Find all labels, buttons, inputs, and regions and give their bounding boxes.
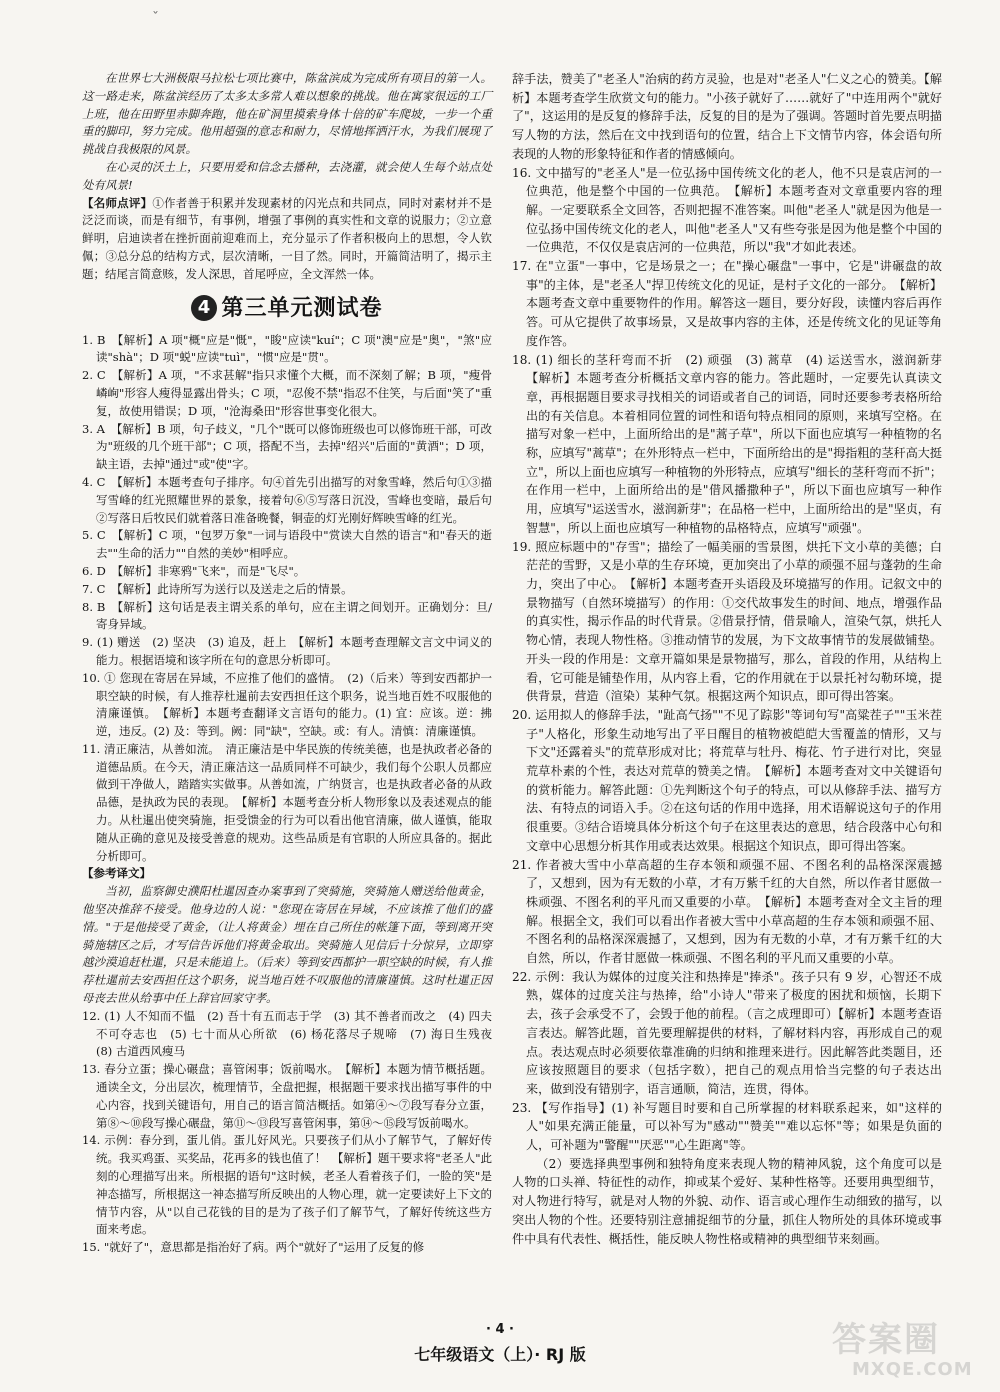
right-column bbox=[512, 70, 955, 1248]
answer-continuation: 辞手法，赞美了"老圣人"治病的药方灵验，也是对"老圣人"仁义之心的赞美。【解析】本题考查学生欣赏文句的能力。"小孩子就好了……就好了"中连用两个"就好了"，这运用的是反复的修辞手法，反复的目的是为了强调。答题时首先要点明描写人物的方法，然后在文中找到语句的位置，结合上下文情节内容，体会语句所表现的人物的形象特征和作者的情感倾向。 bbox=[512, 72, 942, 161]
answer-item: 19. 照应标题中的"存雪"；描绘了一幅美丽的雪景图，烘托下文小草的美德；白茫茫的雪野，又是小草的生存环境，更加突出了小草的顽强不屈与蓬勃的生命力，突出了中心。 【解析】本题考查开头语段及环境描写的作用。记叙文中的景物描写（自然环境描写）的作用：①交代故事发生的时间、地点，增强作品的真实性，揭示作品的时代背景。②借景抒情，借景喻人，渲染气氛，烘托人物心情，表现人物性格。③推动情节的发展，为下文故事情节的发展做铺垫。开头一段的作用是：文章开篇如果是景物描写，那么，首段的作用，从结构上看，它可能是铺垫作用，从内容上看，它的作用就在于以景托衬勾勒环境，提供背景，营造（渲染）某种气氛。根据这两个知识点，即可得出答案。 bbox=[512, 539, 942, 704]
answer-item: 21. 作者被大雪中小草高超的生存本领和顽强不屈、不图名利的品格深深震撼了，又想到，因为有无数的小草，才有万紫千红的大自然，所以作者甘愿做一株顽强、不图名利的平凡而又重要的小草。 【解析】本题考查对全文主旨的理解。根据全文，我们可以看出作者被大雪中小草高超的生存本领和顽强不屈、不图名利的品格深深震撼了，又想到，因为有无数的小草，才有万紫千红的大自然，所以，作者甘愿做一株顽强、不图名利的平凡而又重要的小草。 bbox=[512, 857, 942, 966]
answer-item: 15. "就好了"，意思都是指治好了病。两个"就好了"运用了反复的修 bbox=[82, 1240, 425, 1255]
section-title-text: 第三单元测试卷 bbox=[221, 295, 383, 321]
book-title: 七年级语文（上）· RJ 版 bbox=[414, 1345, 586, 1364]
section-number-badge: 4 bbox=[191, 295, 217, 321]
answer-item: 23. 【写作指导】(1) 补写题目时要和自己所掌握的材料联系起来，如"这样的人"如果充满正能量，可以补写为"感动""赞美""难以忘怀"等；如果是负面的人，可补题为"警醒""厌恶""心生距离"等。 bbox=[512, 1100, 942, 1153]
reference-translation-body: 当初，监察御史濮阳杜暹因查办案事到了突骑施，突骑施人赠送给他黄金，他坚决推辞不接受。他身边的人说："您现在寄居在异域，不应该推了他们的盛情。"于是他接受了黄金，（让人将黄金）埋在自己所住的帐篷下面，等到离开突骑施辖区之后，才写信告诉他们将黄金取出。突骑施人见信后十分惊异，立即穿越沙漠追赶杜暹，只是未能追上。（后来）等到安西都护一职空缺的时候，有人推荐杜暹前去安西担任这个职务，说当地百姓不叹服他的清廉谨慎。这时杜暹正因母丧去世从给事中任上辞官回家守孝。 bbox=[82, 884, 492, 1006]
answer-item: 9. (1) 赠送 (2) 坚决 (3) 追及，赶上 【解析】本题考查理解文言文中词义的能力。根据语境和该字所在句的意思分析即可。 bbox=[82, 635, 492, 667]
watermark-text: 答案圈 bbox=[832, 1320, 940, 1360]
answer-item: 2. C 【解析】A 项，"不求甚解"指只求懂个大概，而不深刻了解；B 项，"瘦骨嶙峋"形容人瘦得显露出骨头；C 项，"忍俊不禁"指忍不住笑，与后面"笑了"重复，故使用错误；D 项，"沧海桑田"形容世事变化很大。 bbox=[82, 368, 492, 418]
answer-item: 5. C 【解析】C 项，"包罗万象"一词与语段中"赏读大自然的语言"和"春天的逝去""生命的活力""自然的美妙"相呼应。 bbox=[82, 528, 492, 561]
answer-item: 4. C 【解析】本题考查句子排序。句④首先引出描写的对象雪峰，然后句①③描写雪峰的红光照耀世界的景象，接着句⑥⑤写落日沉没，雪峰也变暗，最后句②写落日后牧民们就着落日准备晚餐，铜壶的灯光刚好辉映雪峰的红光。 bbox=[82, 474, 492, 525]
answer-item: 14. 示例：春分到，蛋儿俏。蛋儿好风光。只要孩子们从小了解节气，了解好传统。我买鸡蛋、买奖品，花再多的钱也值了！ 【解析】题干要求将"老圣人"此刻的心理描写出来。所根据的语句"这时候，老圣人看着孩子们，一脸的笑"是神态描写，所根据这一神态描写所反映出的人物心理，就一定要读好上下文的情节内容，从"以自己花钱的目的是为了孩子们了解节气，了解好传统这些方面来考虑。 bbox=[82, 1133, 492, 1237]
answer-item: 17. 在"立蛋"一事中，它是场景之一；在"操心碾盘"一事中，它是"讲碾盘的故事"的主体，是"老圣人"捍卫传统文化的见证，是村子文化的一部分。 【解析】本题考查文章中重要物件的作用。解答这一题目，要分好段，读懂内容后再作答。可从它提供了故事场景，又是故事内容的主体，还是传统文化的见证等角度作答。 bbox=[512, 259, 942, 348]
answer-item: 6. D 【解析】非寒鸦"飞来"，而是"飞尽"。 bbox=[82, 563, 306, 578]
answer-item: 20. 运用拟人的修辞手法，"趾高气扬""不见了踪影"等词句写"高粱茬子""玉米茬子"人格化，形象生动地写出了平日醒目的植物被皑皑大雪覆盖的情形，又与下文"还露着头"的荒草形成对比；将荒草与牡丹、梅花、竹子进行对比，突显荒草朴素的个性，表达对荒草的赞美之情。 【解析】本题考查对文中关键语句的赏析能力。解答此题：①先判断这个句子的特点，可以从修辞手法、描写方法、有特点的词语入手。②在这句话的作用中选择，用术语解说这句子的作用很重要。③结合语境具体分析这个句子在这里表达的意思，结合段落中心句和文章中心思想分析其作用或表达效果。根据这个知识点，即可得出答案。 bbox=[512, 707, 942, 853]
writing-guidance-paragraph: （2）要选择典型事例和独特角度来表现人物的精神风貌，这个角度可以是人物的口头禅、特征性的动作，抑或某个爱好、某种性格等。还要用典型细节，对人物进行特写，就是对人物的外貌、动作、语言或心理作生动细致的描写，以突出人物的个性。还要特别注意捕捉细节的分量，抓住人物所处的具体环境或事件中具有代表性、概括性，能反映人物性格或精神的典型细节来刻画。 bbox=[512, 1156, 942, 1246]
essay-excerpt bbox=[82, 70, 492, 195]
answer-item: 16. 文中描写的"老圣人"是一位弘扬中国传统文化的老人，他不只是袁店河的一位典范，他是整个中国的一位典范。 【解析】本题考查对文章重要内容的理解。一定要联系全文回答，否则把握不准答案。叫他"老圣人"就是因为他是一位弘扬中国传统文化的老人，叫他"老圣人"又有些夸张是因为他是整个中国的一位典范，不仅仅是袁店河的一位典范，所以"我"才如此表述。 bbox=[512, 165, 942, 255]
section-title bbox=[82, 294, 492, 324]
answer-item: 12. (1) 人不知而不愠 (2) 吾十有五而志于学 (3) 其不善者而改之 (4) 四夫不可夺志也 (5) 七十而从心所欲 (6) 杨花落尽子规啼 (7) 海日生残夜 (8) 古道西风瘦马 bbox=[82, 1008, 504, 1059]
comment-tag: 【名师点评】 bbox=[82, 195, 153, 210]
top-mark: ˇ bbox=[152, 10, 159, 26]
answer-item: 10. ① 您现在寄居在异域，不应推了他们的盛情。 (2)（后来）等到安西都护一职空缺的时候，有人推荐杜暹前去安西担任这个职务，说当地百姓不叹服他的清廉谨慎。 【解析】本题考查翻译文言语句的能力。(1) 宜：应该。逆：拂逆，违反。(2) 及：等到。阙：同"缺"，空缺。或：有人。清慎：清廉谨慎。 bbox=[82, 670, 492, 739]
essay-paragraph: 在心灵的沃土上，只要用爱和信念去播种，去浇灌，就会使人生每个站点处处有风景! bbox=[82, 159, 492, 192]
answer-item: 22. 示例：我认为媒体的过度关注和热捧是"捧杀"。孩子只有 9 岁，心智还不成熟，媒体的过度关注与热捧，给"小诗人"带来了极度的困扰和烦恼，长期下去，孩子会承受不了，会毁于他的前程。（言之成理即可）【解析】本题考查语言表达。解答此题，首先要理解提供的材料，了解材料内容，再形成自己的观点。表达观点时必须要依靠准确的归纳和推理来进行。因此解答此类题目，还应该按照题目的要求（包括字数），把自己的观点用恰当完整的句子表达出来，做到没有错别字，语言通顺，简洁，连贯，得体。 bbox=[512, 969, 942, 1096]
watermark-logo bbox=[832, 1320, 982, 1384]
essay-paragraph: 在世界七大洲极限马拉松七项比赛中，陈盆滨成为完成所有项目的第一人。这一路走来，陈盆滨经历了太多太多常人难以想象的挑战。他在寓家很远的工厂上班，他在田野里赤脚奔跑，他在矿洞里摸索身体十倍的矿车爬坡，一步一个重重的脚印，努力完成。他用超强的意志和耐力，尽情地挥洒汗水，为我们展现了挑战自我极限的风景。 bbox=[82, 71, 492, 157]
comment-text: ①作者善于积累并发现素材的闪光点和共同点，同时对素材并不是泛泛而谈，而是有细节，有事例，增强了事例的真实性和文章的说服力；②立意鲜明，启迪读者在挫折面前迎难而上，充分显示了作者积极向上的思想，令人钦佩；③总分总的结构方式，层次清晰，一目了然。同时，开篇简洁明了，揭示主题；结尾言简意赅，发人深思，首尾呼应，全文浑然一体。 bbox=[82, 195, 493, 281]
answer-item: 1. B 【解析】A 项"概"应是"慨"，"睃"应读"kuí"；C 项"澳"应是"奥"，"煞"应读"shà"；D 项"蜕"应读"tuì"，"惯"应是"贯"。 bbox=[82, 332, 492, 365]
answer-item: 7. C 【解析】此诗所写为送行以及送走之后的情景。 bbox=[82, 581, 353, 596]
watermark-url: MXQE.COM bbox=[852, 1359, 973, 1380]
page-number: · 4 · bbox=[486, 1322, 514, 1337]
left-column bbox=[82, 70, 504, 1257]
answer-item: 3. A 【解析】B 项，句子歧义，"几个"既可以修饰班级也可以修饰班干部，可改为"班级的几个班干部"；C 项，搭配不当，去掉"绍兴"后面的"黄酒"；D 项，缺主语，去掉"通过"或"使"字。 bbox=[82, 421, 492, 472]
answer-item: 8. B 【解析】这句话是表主谓关系的单句，应在主谓之间划开。正确划分：旦/寄身异域。 bbox=[82, 599, 492, 632]
answer-item: 18. (1) 细长的茎秆弯而不折 (2) 顽强 (3) 蒿草 (4) 运送雪水，滋润新芽 【解析】本题考查分析概括文章内容的能力。答此题时，一定要先认真读文章，再根据题目要求寻找相关的词语或者自己的词语，同时还要参考表格所给出的有关信息。本着相同位置的词性和语句特点相同的原则，来填写空格。在描写对象一栏中，上面所给出的是"蒿子草"，所以下面也应填写一种植物的名称，应填写"蒿草"；在外形特点一栏中，下面所给出的是"拇指粗的茎秆高大挺立"，所以上面也应填写一种植物的外形特点，应填写"细长的茎秆弯而不折"；在作用一栏中，上面所给出的是"借风播撒种子"，所以下面也应填写一种作用，应填写"运送雪水，滋润新芽"；在品格一栏中，上面所给出的是"坚贞，有智慧"，所以上面也应填写一种植物的品格特点，应填写"顽强"。 bbox=[512, 352, 955, 535]
answer-item: 13. 春分立蛋；操心碾盘；喜管闲事；饭前喝水。 【解析】本题为情节概括题。通读全文，分出层次，梳理情节，全盘把握，根据题干要求找出描写事件的中心内容，找到关键语句，用自己的语言简洁概括。如第④～⑦段写春分立蛋，第⑧～⑩段写操心碾盘，第⑪～⑬段写喜管闲事，第⑭～⑮段写饭前喝水。 bbox=[82, 1062, 492, 1130]
reference-translation-title: 【参考译文】 bbox=[82, 866, 151, 881]
answer-item: 11. 清正廉洁，从善如流。 清正廉洁是中华民族的传统美德，也是执政者必备的道德品质。在今天，清正廉洁这一品质同样不可缺少，我们每个公职人员都应做到干净做人，踏踏实实做事。从善如流，广纳贤言，也是执政者必备的从政品德，是执政为民的表现。 【解析】本题考查分析人物形象以及表述观点的能力。从杜暹出使突骑施，拒受馈金的行为可以看出他官清廉，做人谨慎，能取随从正确的意见及接受善意的规劝。这些品质是有官职的人所应具备的。据此分析即可。 bbox=[82, 741, 492, 863]
teacher-comment bbox=[82, 195, 492, 284]
